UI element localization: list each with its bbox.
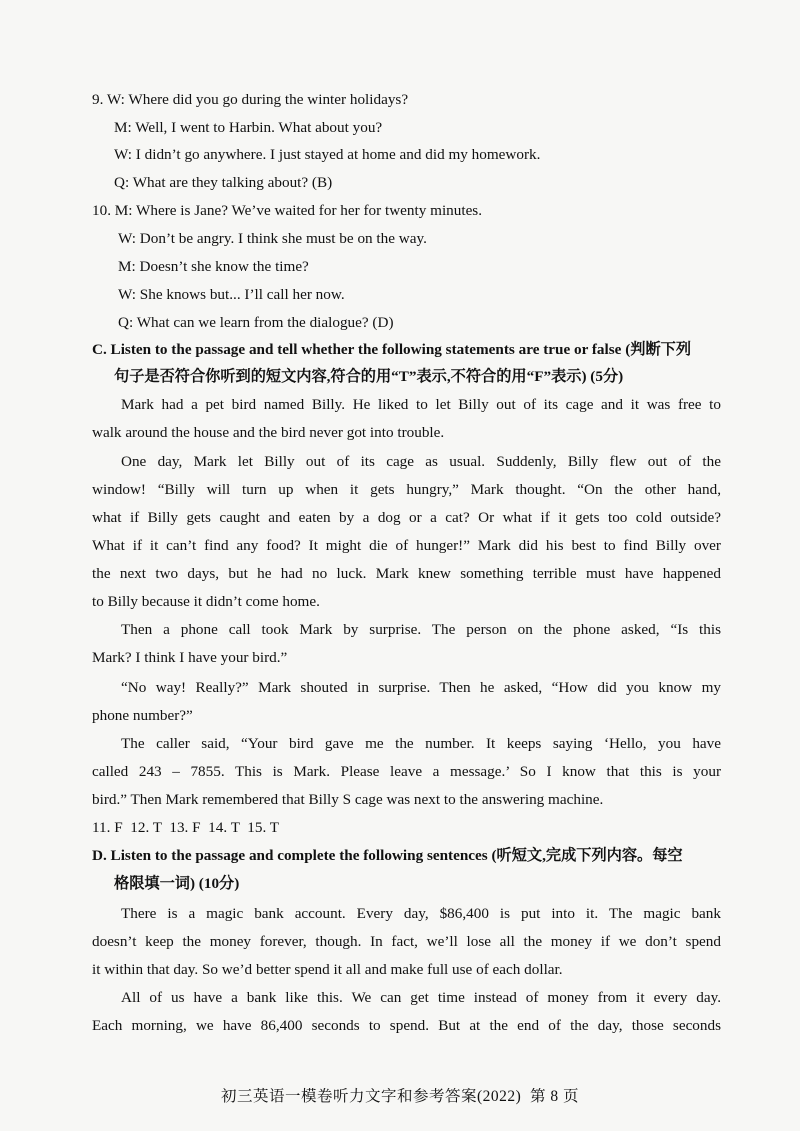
section-c-heading-line1: C. Listen to the passage and tell whether the following statements are true or false (判断下列 [92, 341, 692, 358]
q9-line-m1: M: Well, I went to Harbin. What about you? [114, 119, 383, 136]
page-footer: 初三英语一模卷听力文字和参考答案(2022) 第 8 页 [220, 1088, 580, 1105]
q10-line-w2: W: She knows but... I’ll call her now. [118, 286, 345, 303]
section-c-answers: 11. F 12. T 13. F 14. T 15. T [92, 819, 280, 836]
section-d-heading-line2: 格限填一词) (10分) [114, 875, 240, 892]
section-c-line-3: One day, Mark let Billy out of its cage as usual. Suddenly, Billy flew out of the [121, 453, 721, 470]
section-c-line-8: to Billy because it didn’t come home. [92, 593, 320, 610]
q9-line-w1: 9. W: Where did you go during the winter holidays? [92, 91, 409, 108]
section-d-heading-line1: D. Listen to the passage and complete the following sentences (听短文,完成下列内容。每空 [92, 847, 683, 864]
section-c-line-2: walk around the house and the bird never got into trouble. [92, 424, 445, 441]
section-c-line-10: Mark? I think I have your bird.” [92, 649, 288, 666]
section-c-line-14: called 243 – 7855. This is Mark. Please leave a message.’ So I know that this is your [92, 763, 721, 780]
section-d-line-1: There is a magic bank account. Every day, $86,400 is put into it. The magic bank [121, 905, 721, 922]
section-c-line-6: What if it can’t find any food? It might die of hunger!” Mark did his best to find Billy over [92, 537, 721, 554]
section-c-line-9: Then a phone call took Mark by surprise. The person on the phone asked, “Is this [121, 621, 721, 638]
q10-line-m1: 10. M: Where is Jane? We’ve waited for her for twenty minutes. [92, 202, 483, 219]
section-c-heading-line2: 句子是否符合你听到的短文内容,符合的用“T”表示,不符合的用“F”表示) (5分) [114, 368, 624, 385]
q10-line-w1: W: Don’t be angry. I think she must be on the way. [118, 230, 427, 247]
section-c-line-5: what if Billy gets caught and eaten by a dog or a cat? Or what if it gets too cold outside? [92, 509, 721, 526]
section-d-line-4: All of us have a bank like this. We can get time instead of money from it every day. [121, 989, 721, 1006]
section-c-line-11: “No way! Really?” Mark shouted in surprise. Then he asked, “How did you know my [121, 679, 721, 696]
q10-line-m2: M: Doesn’t she know the time? [118, 258, 309, 275]
section-c-line-4: window! “Billy will turn up when it gets hungry,” Mark thought. “On the other hand, [92, 481, 721, 498]
q9-line-w2: W: I didn’t go anywhere. I just stayed at home and did my homework. [114, 146, 541, 163]
section-d-line-3: it within that day. So we’d better spend it all and make full use of each dollar. [92, 961, 563, 978]
q10-line-q: Q: What can we learn from the dialogue? (D) [118, 314, 394, 331]
q9-line-q: Q: What are they talking about? (B) [114, 174, 333, 191]
section-d-line-5: Each morning, we have 86,400 seconds to spend. But at the end of the day, those seconds [92, 1017, 721, 1034]
section-d-line-2: doesn’t keep the money forever, though. In fact, we’ll lose all the money if we don’t spend [92, 933, 721, 950]
section-c-line-15: bird.” Then Mark remembered that Billy S cage was next to the answering machine. [92, 791, 604, 808]
section-c-line-12: phone number?” [92, 707, 193, 724]
section-c-line-13: The caller said, “Your bird gave me the number. It keeps saying ‘Hello, you have [121, 735, 721, 752]
section-c-line-1: Mark had a pet bird named Billy. He liked to let Billy out of its cage and it was free to [121, 396, 721, 413]
section-c-line-7: the next two days, but he had no luck. Mark knew something terrible must have happened [92, 565, 721, 582]
